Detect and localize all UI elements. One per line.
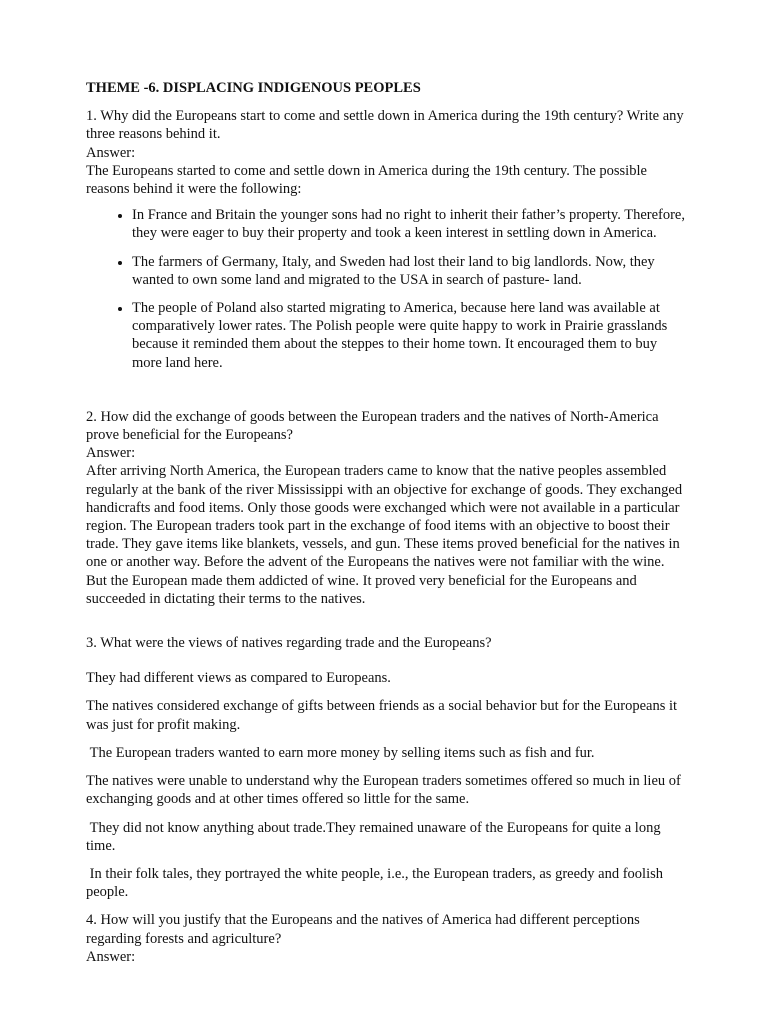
document-title: THEME -6. DISPLACING INDIGENOUS PEOPLES xyxy=(86,80,421,96)
q2-answer: After arriving North America, the European traders came to know that the native peoples assembled regularly at the bank of the river Mississippi with an objective for exchange of goods. They exchanged handicrafts and food items. Only those goods were exchanged which were not available in a particular region. The European traders took part in the exchange of food items with an objective to boost their trade. They gave items like blankets, vessels, and gun. These items proved beneficial for the natives in one or another way. Before the advent of the Europeans the natives were not familiar with the wine. But the European made them addicted of wine. It proved very beneficial for the Europeans and succeeded in dictating their terms to the natives. xyxy=(86,463,683,607)
paragraph: The European traders wanted to earn more money by selling items such as fish and fur. xyxy=(86,744,595,761)
q1-question: 1. Why did the Europeans start to come and settle down in America during the 19th century? Write any three reasons behind it. xyxy=(86,108,684,143)
list-item: • In France and Britain the younger sons had no right to inherit their father’s property. Therefore, they were eager to buy their property and took a keen interest in settling down in America. xyxy=(132,206,686,242)
q1-reason-list xyxy=(86,206,686,372)
paragraph: They had different views as compared to Europeans. xyxy=(86,670,391,687)
list-item: • The farmers of Germany, Italy, and Sweden had lost their land to big landlords. Now, they wanted to own some land and migrated to the USA in search of pasture- land. xyxy=(132,253,686,289)
paragraph: The natives were unable to understand why the European traders sometimes offered so much in lieu of exchanging goods and at other times offered so little for the same. xyxy=(86,773,685,808)
paragraph: They did not know anything about trade.They remained unaware of the Europeans for quite a long time. xyxy=(86,819,665,854)
q2-question: 2. How did the exchange of goods between the European traders and the natives of North-America prove beneficial for the Europeans? xyxy=(86,408,659,444)
paragraph: In their folk tales, they portrayed the white people, i.e., the European traders, as greedy and foolish people. xyxy=(86,865,667,901)
list-item: • The people of Poland also started migrating to America, because here land was available at comparatively lower rates. The Polish people were quite happy to work in Prairie grasslands because it reminded them about the steppes to their home town. It encouraged them to buy more land here. xyxy=(132,299,686,372)
document-page xyxy=(86,79,686,966)
q4-question: 4. How will you justify that the Europeans and the natives of America had different perceptions regarding forests and agriculture? xyxy=(86,912,640,947)
q4-answer-label: Answer: xyxy=(86,948,136,965)
q3-question: 3. What were the views of natives regarding trade and the Europeans? xyxy=(86,635,492,652)
q2-answer-label: Answer: xyxy=(86,445,136,462)
paragraph: The natives considered exchange of gifts between friends as a social behavior but for the Europeans it was just for profit making. xyxy=(86,698,681,733)
q1-answer-label: Answer: xyxy=(86,144,136,161)
q1-intro: The Europeans started to come and settle down in America during the 19th century. The possible reasons behind it were the following: xyxy=(86,162,647,198)
